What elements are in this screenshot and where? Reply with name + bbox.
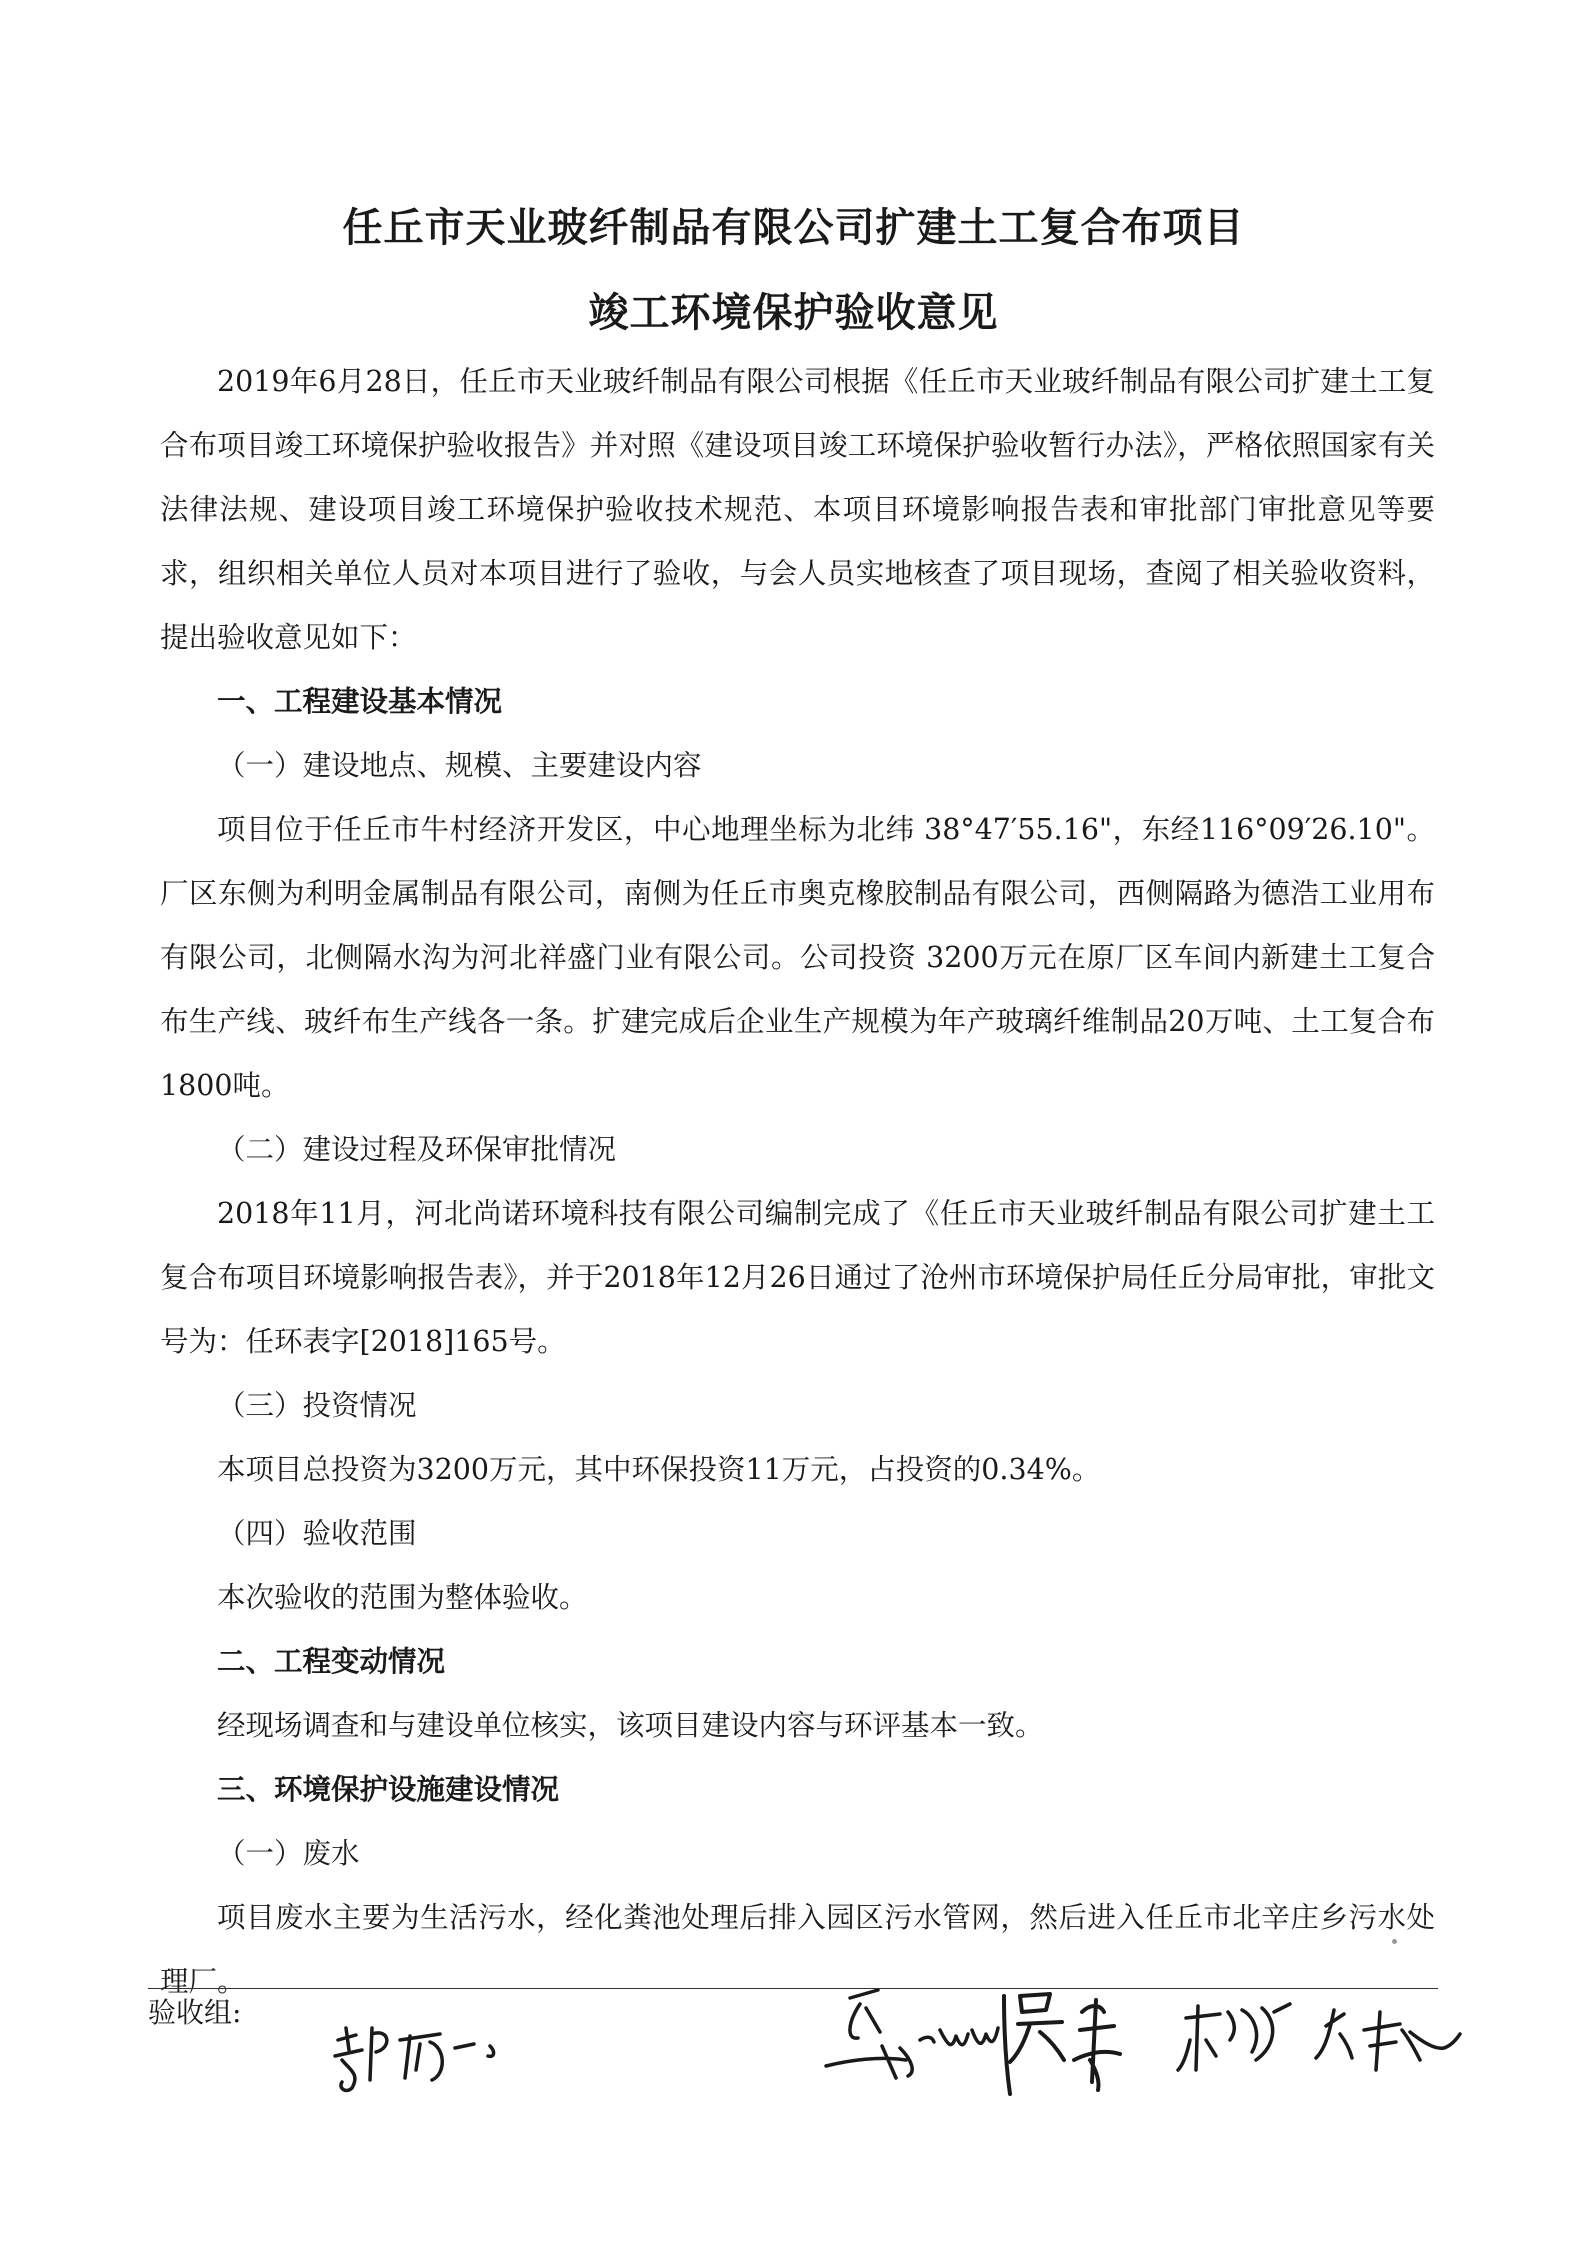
signature-5 [1316,2010,1460,2070]
section-2-heading: 二、工程变动情况 [217,1645,446,1678]
section-1-1-heading: （一）建设地点、规模、主要建设内容 [217,749,702,782]
document-body [160,350,1435,2014]
ink-speck [1392,1939,1397,1944]
section-1-3-text: 本项目总投资为3200万元，其中环保投资11万元，占投资的0.34%。 [217,1453,1101,1486]
footer-divider [148,1988,1438,1989]
section-1-2-heading: （二）建设过程及环保审批情况 [217,1133,617,1166]
section-3-1-text: 项目废水主要为生活污水，经化粪池处理后排入园区污水管网，然后进入任丘市北辛庄乡污水处理厂。 [160,1901,1435,1998]
document-title-line-1: 任丘市天业玻纤制品有限公司扩建土工复合布项目 [342,205,1245,251]
section-3-1-heading: （一）废水 [217,1837,360,1870]
section-3-heading: 三、环境保护设施建设情况 [217,1773,560,1806]
section-1-4-heading: （四）验收范围 [217,1517,417,1550]
intro-paragraph: 2019年6月28日，任丘市天业玻纤制品有限公司根据《任丘市天业玻纤制品有限公司扩建土工复合布项目竣工环境保护验收报告》并对照《建设项目竣工环境保护验收暂行办法》，严格依照国家有关法律法规、建设项目竣工环境保护验收技术规范、本项目环境影响报告表和审批部门审批意见等要求，组织相关单位人员对本项目进行了验收，与会人员实地核查了项目现场，查阅了相关验收资料，提出验收意见如下： [160,365,1435,654]
signature-1 [335,2028,494,2090]
section-1-2-text: 2018年11月，河北尚诺环境科技有限公司编制完成了《任丘市天业玻纤制品有限公司扩建土工复合布项目环境影响报告表》，并于2018年12月26日通过了沧州市环境保护局任丘分局审批，审批文号为：任环表字[2018]165号。 [160,1197,1435,1358]
document-title-line-2: 竣工环境保护验收意见 [588,290,999,336]
section-1-3-heading: （三）投资情况 [217,1389,417,1422]
section-1-heading: 一、工程建设基本情况 [217,685,503,718]
section-2-text: 经现场调查和与建设单位核实，该项目建设内容与环评基本一致。 [217,1709,1044,1742]
section-1-1-text: 项目位于任丘市牛村经济开发区，中心地理坐标为北纬 38°47′55.16"，东经116°09′26.10"。厂区东侧为利明金属制品有限公司，南侧为任丘市奥克橡胶制品有限公司，西侧隔路为德浩工业用布有限公司，北侧隔水沟为河北祥盛门业有限公司。公司投资 3200万元在原厂区车间内新建土工复合布生产线、玻纤布生产线各一条。扩建完成后企业生产规模为年产玻璃纤维制品20万吨、土工复合布1800吨。 [160,813,1435,1102]
section-1-4-text: 本次验收的范围为整体验收。 [217,1581,588,1614]
acceptance-group-label: 验收组: [148,1996,242,2029]
